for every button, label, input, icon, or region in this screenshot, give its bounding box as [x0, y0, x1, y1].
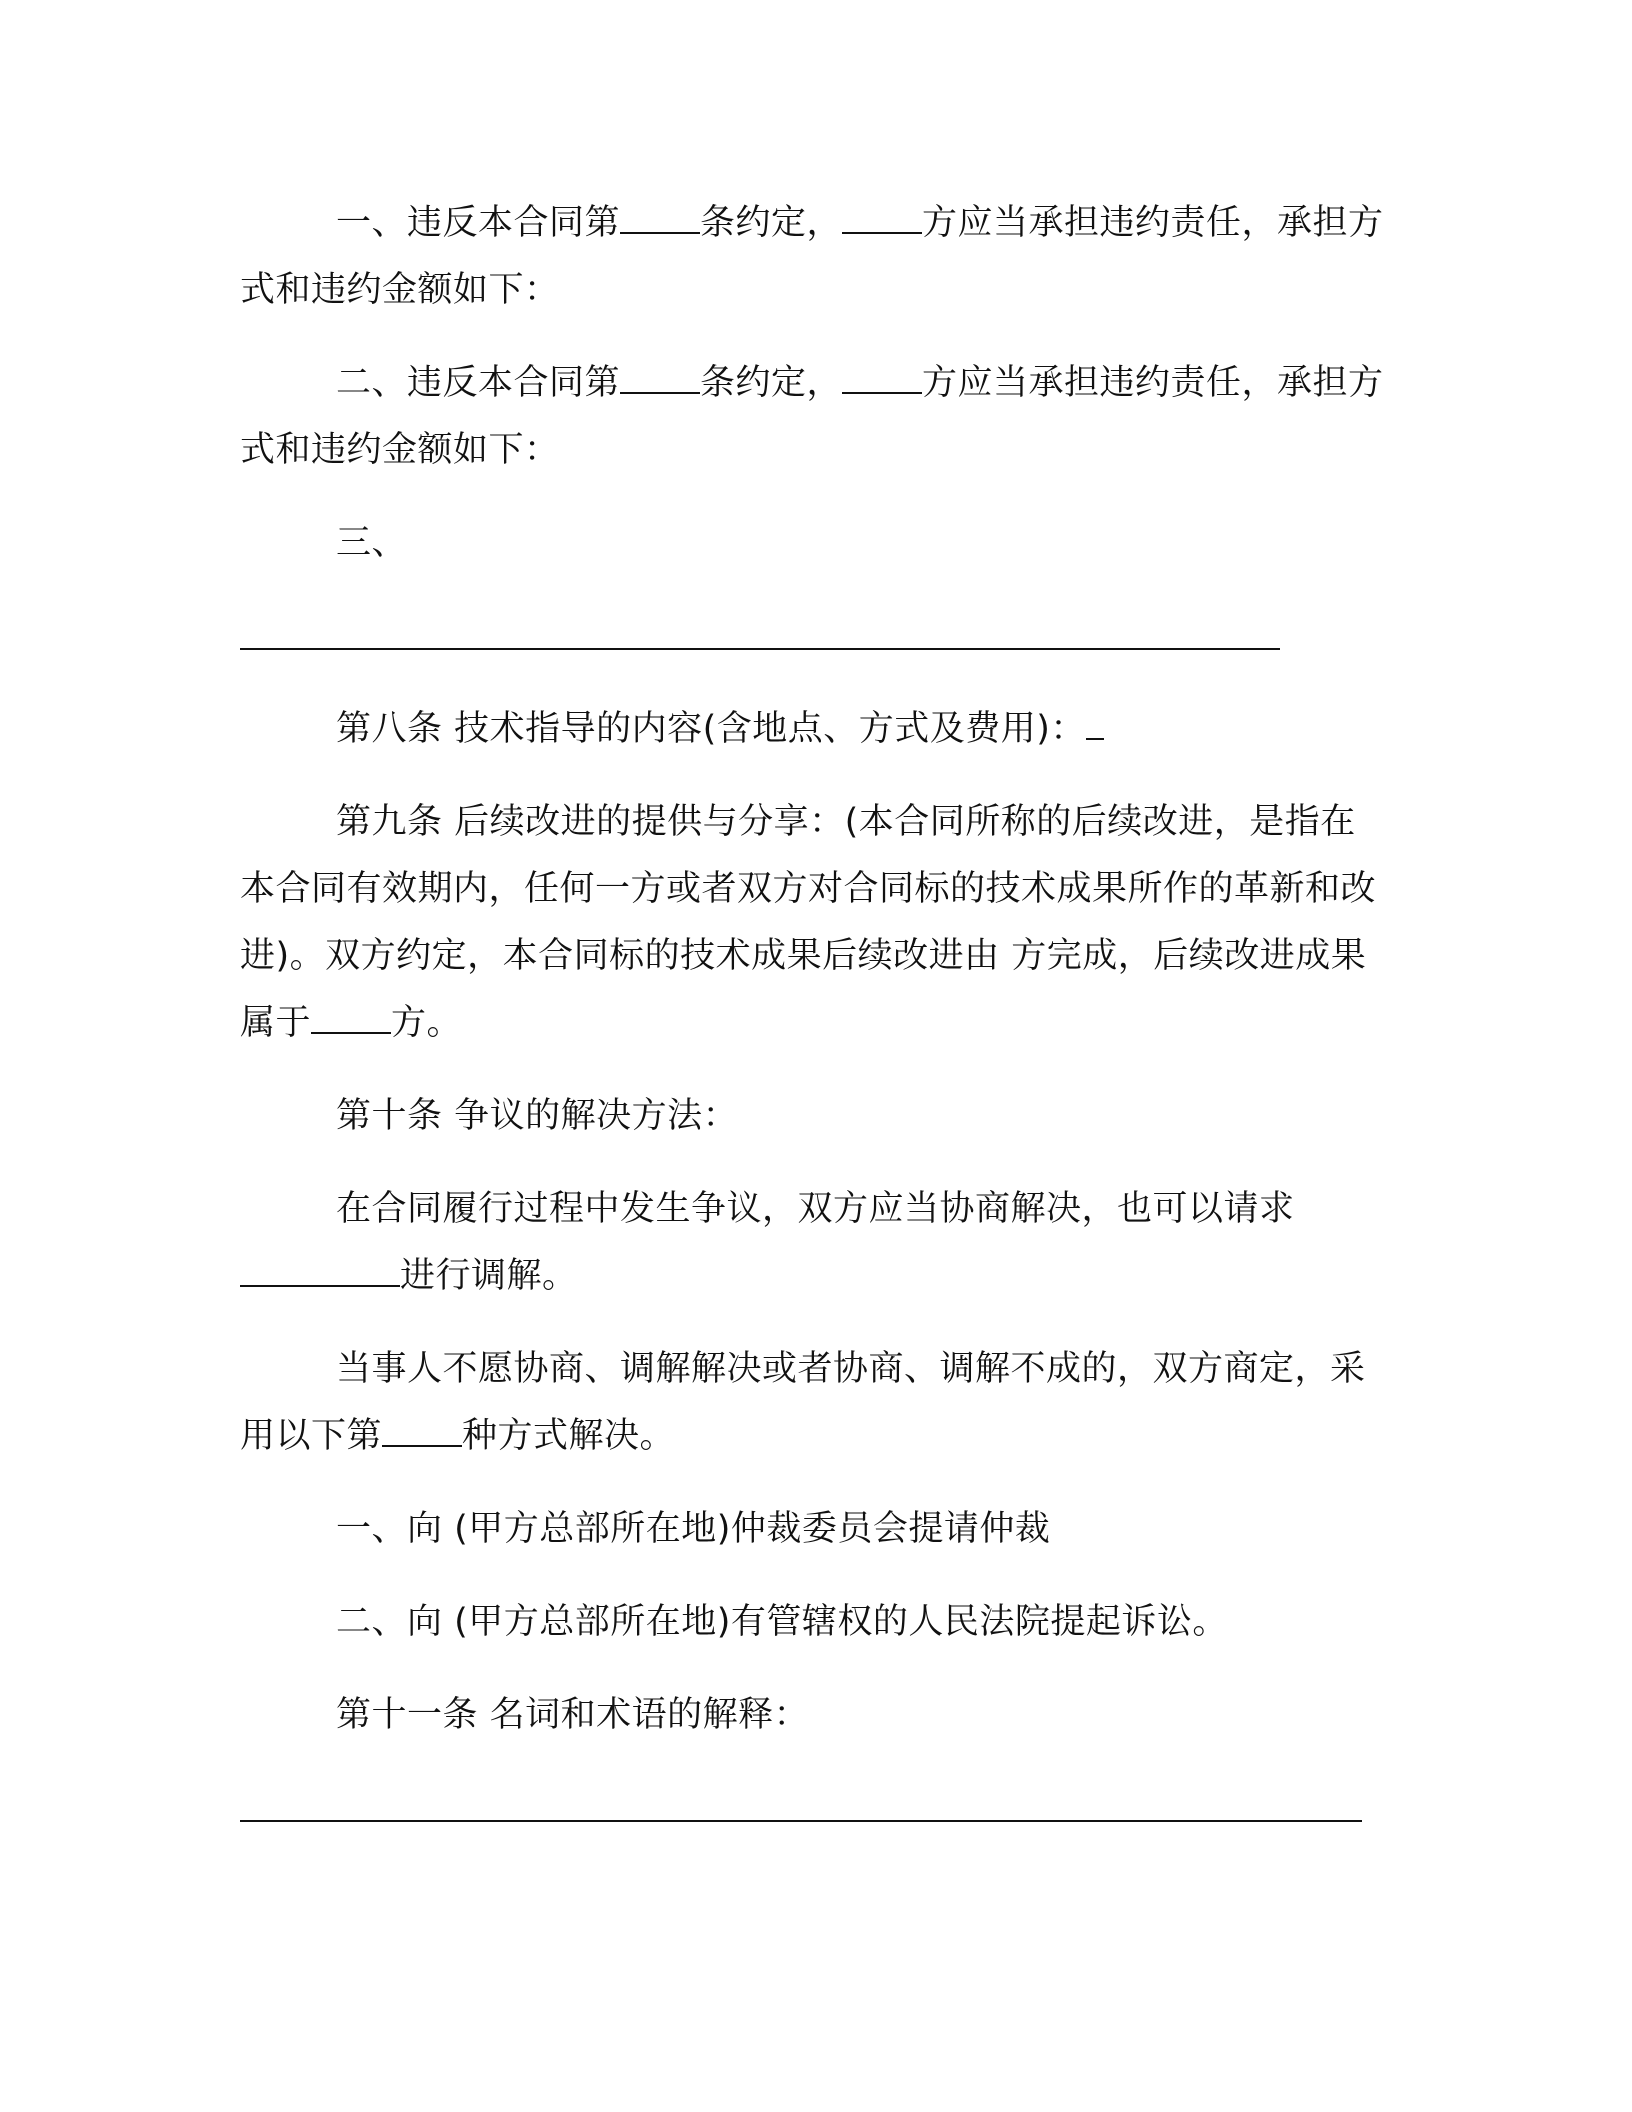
- mediation-part2: 进行调解。: [400, 1256, 578, 1296]
- dispute-method-part1: 当事人不愿协商、调解解决或者协商、调解不成的，双方商定，采用以下第: [240, 1349, 1366, 1456]
- dispute-method-clause: [240, 1336, 1390, 1470]
- article-10: 第十条 争议的解决方法：: [336, 1096, 739, 1136]
- article-9-part2: 方。: [391, 1003, 463, 1043]
- option-litigation: 二、向 (甲方总部所在地)有管辖权的人民法院提起诉讼。: [336, 1602, 1228, 1642]
- article-9-part1: 第九条 后续改进的提供与分享：(本合同所称的后续改进，是指在本合同有效期内，任何一方或者双方对合同标的技术成果所作的革新和改进)。双方约定，本合同标的技术成果后续改进由 方完成，后续改进成果属于: [240, 802, 1377, 1043]
- breach-clause-2: [240, 350, 1390, 484]
- breach-clause-1: [240, 190, 1390, 324]
- breach-clause-1-part3: 方应当承担违约责任，承担方式和违约金额如下：: [240, 203, 1384, 310]
- fill-in-line[interactable]: [240, 1775, 1390, 1842]
- document-body: [240, 190, 1390, 1868]
- dispute-method-part2: 种方式解决。: [462, 1416, 676, 1456]
- breach-clause-1-part1: 一、违反本合同第: [336, 203, 621, 243]
- tech-guidance-blank[interactable]: [1086, 708, 1104, 740]
- improvement-owner-blank[interactable]: [311, 1002, 391, 1034]
- breach-clause-2-part1: 二、违反本合同第: [336, 363, 621, 403]
- article-9: [240, 789, 1390, 1057]
- article-11: 第十一条 名词和术语的解释：: [336, 1695, 810, 1735]
- article-8-text: 第八条 技术指导的内容(含地点、方式及费用)：: [336, 709, 1086, 749]
- article-number-blank[interactable]: [620, 362, 700, 394]
- breach-clause-1-part2: 条约定，: [700, 203, 843, 243]
- article-number-blank[interactable]: [620, 202, 700, 234]
- mediation-clause: [240, 1176, 1390, 1310]
- fill-in-underline: [240, 1820, 1362, 1822]
- method-number-blank[interactable]: [382, 1415, 462, 1447]
- article-8: [240, 696, 1390, 763]
- option-arbitration: 一、向 (甲方总部所在地)仲裁委员会提请仲裁: [336, 1509, 1051, 1549]
- party-blank[interactable]: [842, 202, 922, 234]
- party-blank[interactable]: [842, 362, 922, 394]
- breach-clause-2-part3: 方应当承担违约责任，承担方式和违约金额如下：: [240, 363, 1384, 470]
- fill-in-underline: [240, 648, 1280, 650]
- mediator-blank[interactable]: [240, 1255, 400, 1287]
- mediation-part1: 在合同履行过程中发生争议，双方应当协商解决，也可以请求: [336, 1189, 1295, 1229]
- breach-clause-2-part2: 条约定，: [700, 363, 843, 403]
- fill-in-line[interactable]: [240, 603, 1390, 670]
- item-3: 三、: [336, 523, 408, 563]
